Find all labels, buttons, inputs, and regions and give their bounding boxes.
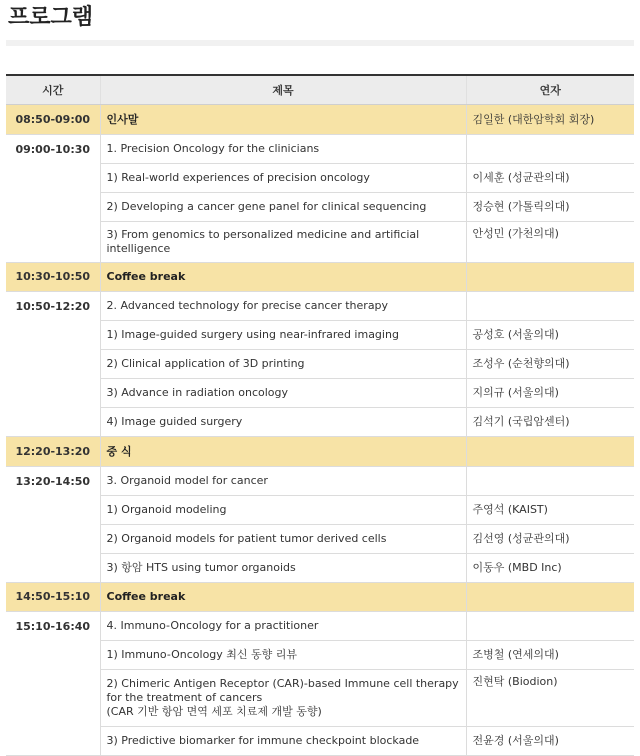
table-row <box>6 379 634 408</box>
title-cell: 4. Immuno-Oncology for a practitioner <box>100 612 466 641</box>
title-cell: 중 식 <box>100 437 466 467</box>
speaker-cell: 주영석 (KAIST) <box>466 496 634 525</box>
speaker-cell <box>466 467 634 496</box>
title-cell: 3. Organoid model for cancer <box>100 467 466 496</box>
speaker-cell: 김석기 (국립암센터) <box>466 408 634 437</box>
header-speaker: 연자 <box>466 75 634 105</box>
time-cell: 14:50-15:10 <box>6 583 100 612</box>
title-cell: 2) Organoid models for patient tumor derived cells <box>100 525 466 554</box>
speaker-cell: 안성민 (가천의대) <box>466 222 634 263</box>
speaker-cell <box>466 292 634 321</box>
table-row <box>6 263 634 292</box>
table-row <box>6 467 634 496</box>
speaker-cell <box>466 135 634 164</box>
table-row <box>6 164 634 193</box>
table-header-row <box>6 75 634 105</box>
speaker-cell <box>466 583 634 612</box>
title-cell: Coffee break <box>100 263 466 292</box>
table-row <box>6 641 634 670</box>
speaker-cell: 김일한 (대한암학회 회장) <box>466 105 634 135</box>
title-cell: 1) Immuno-Oncology 최신 동향 리뷰 <box>100 641 466 670</box>
title-cell: 1) Image-guided surgery using near-infrared imaging <box>100 321 466 350</box>
title-cell: 1) Organoid modeling <box>100 496 466 525</box>
speaker-cell: 조성우 (순천향의대) <box>466 350 634 379</box>
table-row <box>6 222 634 263</box>
table-row <box>6 350 634 379</box>
title-cell: 3) 항암 HTS using tumor organoids <box>100 554 466 583</box>
speaker-cell: 이동우 (MBD Inc) <box>466 554 634 583</box>
table-row <box>6 727 634 756</box>
table-row <box>6 193 634 222</box>
title-text: 2) Chimeric Antigen Receptor (CAR)-based Immune cell therapy for the treatment of cancers <box>106 677 459 704</box>
title-cell: 3) Predictive biomarker for immune checkpoint blockade <box>100 727 466 756</box>
title-cell: 1) Real-world experiences of precision oncology <box>100 164 466 193</box>
title-cell: 3) From genomics to personalized medicine and artificial intelligence <box>100 222 466 263</box>
header-title: 제목 <box>100 75 466 105</box>
speaker-cell: 이세훈 (성균관의대) <box>466 164 634 193</box>
speaker-cell: 김선영 (성균관의대) <box>466 525 634 554</box>
table-row <box>6 670 634 727</box>
table-row <box>6 496 634 525</box>
time-cell: 08:50-09:00 <box>6 105 100 135</box>
table-row <box>6 583 634 612</box>
speaker-cell: 정승현 (가톨릭의대) <box>466 193 634 222</box>
title-cell: 인사말 <box>100 105 466 135</box>
title-cell: 2) Developing a cancer gene panel for clinical sequencing <box>100 193 466 222</box>
speaker-cell: 지의규 (서울의대) <box>466 379 634 408</box>
table-row <box>6 292 634 321</box>
title-cell: 4) Image guided surgery <box>100 408 466 437</box>
table-row <box>6 437 634 467</box>
title-cell: Coffee break <box>100 583 466 612</box>
table-row <box>6 554 634 583</box>
title-cell: 1. Precision Oncology for the clinicians <box>100 135 466 164</box>
title-cell: 2) Clinical application of 3D printing <box>100 350 466 379</box>
title-cell: 2. Advanced technology for precise cancer therapy <box>100 292 466 321</box>
page-title: 프로그램 <box>8 5 94 30</box>
time-cell: 15:10-16:40 <box>6 612 100 756</box>
title-divider <box>6 40 634 46</box>
table-row <box>6 321 634 350</box>
title-subtext: (CAR 기반 항암 면역 세포 치료제 개발 동향) <box>106 705 322 718</box>
table-row <box>6 105 634 135</box>
time-cell: 09:00-10:30 <box>6 135 100 263</box>
time-cell: 13:20-14:50 <box>6 467 100 583</box>
time-cell: 10:30-10:50 <box>6 263 100 292</box>
speaker-cell <box>466 612 634 641</box>
table-row <box>6 135 634 164</box>
header-time: 시간 <box>6 75 100 105</box>
time-cell: 10:50-12:20 <box>6 292 100 437</box>
speaker-cell <box>466 437 634 467</box>
speaker-cell: 공성호 (서울의대) <box>466 321 634 350</box>
table-row <box>6 612 634 641</box>
speaker-cell <box>466 263 634 292</box>
speaker-cell: 조병철 (연세의대) <box>466 641 634 670</box>
speaker-cell: 전윤경 (서울의대) <box>466 727 634 756</box>
speaker-cell: 진현탁 (Biodion) <box>466 670 634 727</box>
title-cell <box>100 670 466 727</box>
title-cell: 3) Advance in radiation oncology <box>100 379 466 408</box>
table-row <box>6 408 634 437</box>
time-cell: 12:20-13:20 <box>6 437 100 467</box>
program-table <box>6 74 634 756</box>
table-row <box>6 525 634 554</box>
